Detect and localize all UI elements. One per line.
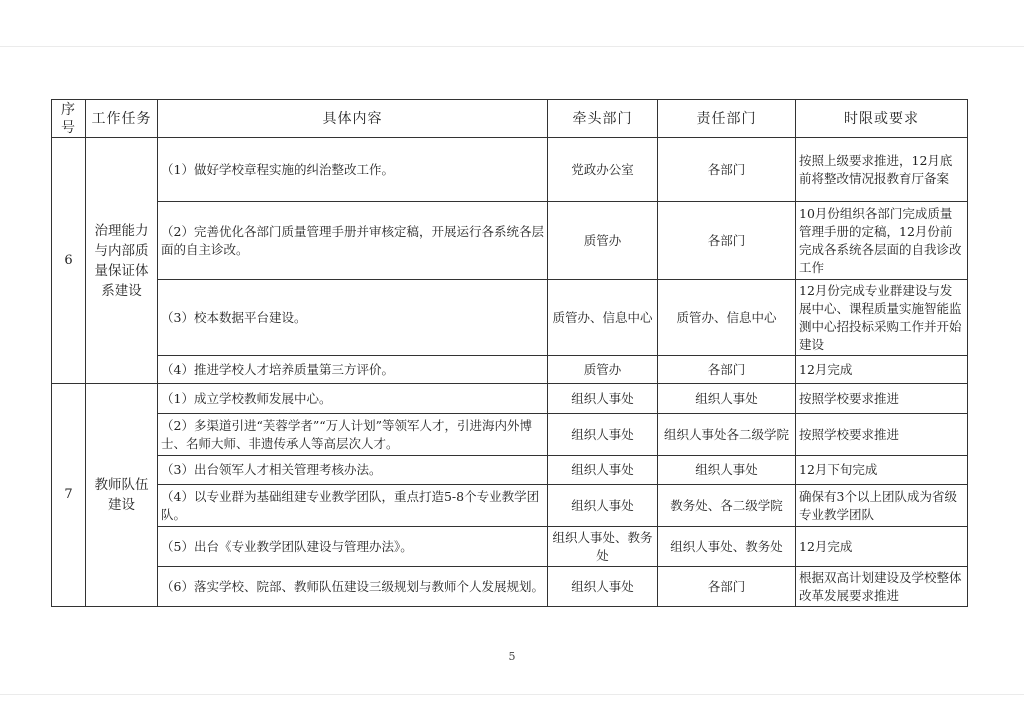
scan-bottom-rule <box>0 694 1024 695</box>
row-lead-dept: 质管办 <box>548 356 658 384</box>
row-deadline: 按照学校要求推进 <box>796 384 968 414</box>
row-content: （4）推进学校人才培养质量第三方评价。 <box>158 356 548 384</box>
row-content: （4）以专业群为基础组建专业教学团队，重点打造5-8个专业教学团队。 <box>158 485 548 527</box>
row-deadline: 按照上级要求推进，12月底前将整改情况报教育厅备案 <box>796 138 968 202</box>
row-lead-dept: 组织人事处 <box>548 567 658 607</box>
header-deadline: 时限或要求 <box>796 100 968 138</box>
page-number: 5 <box>508 650 516 663</box>
row-content: （6）落实学校、院部、教师队伍建设三级规划与教师个人发展规划。 <box>158 567 548 607</box>
row-content: （2）完善优化各部门质量管理手册并审核定稿，开展运行各系统各层面的自主诊改。 <box>158 202 548 280</box>
table-row <box>52 202 968 280</box>
row-responsible-dept: 组织人事处 <box>658 384 796 414</box>
row-lead-dept: 组织人事处 <box>548 456 658 485</box>
header-responsible-dept: 责任部门 <box>658 100 796 138</box>
row-lead-dept: 组织人事处、教务处 <box>548 527 658 567</box>
row-content: （1）做好学校章程实施的纠治整改工作。 <box>158 138 548 202</box>
work-plan-table <box>51 99 968 607</box>
header-number: 序号 <box>52 100 86 138</box>
row-responsible-dept: 质管办、信息中心 <box>658 280 796 356</box>
group-number: 6 <box>52 138 86 384</box>
row-content: （5）出台《专业教学团队建设与管理办法》。 <box>158 527 548 567</box>
row-deadline: 确保有3个以上团队成为省级专业教学团队 <box>796 485 968 527</box>
table-row <box>52 138 968 202</box>
row-responsible-dept: 教务处、各二级学院 <box>658 485 796 527</box>
row-responsible-dept: 各部门 <box>658 356 796 384</box>
table-row <box>52 456 968 485</box>
row-responsible-dept: 各部门 <box>658 567 796 607</box>
table-row <box>52 485 968 527</box>
group-number: 7 <box>52 384 86 607</box>
row-content: （2）多渠道引进“芙蓉学者”“万人计划”等领军人才，引进海内外博士、名师大师、非遗传承人等高层次人才。 <box>158 414 548 456</box>
row-content: （1）成立学校教师发展中心。 <box>158 384 548 414</box>
table-row <box>52 280 968 356</box>
table-row <box>52 414 968 456</box>
row-lead-dept: 组织人事处 <box>548 414 658 456</box>
row-responsible-dept: 各部门 <box>658 202 796 280</box>
table-row <box>52 567 968 607</box>
scan-top-rule <box>0 46 1024 47</box>
row-content: （3）出台领军人才相关管理考核办法。 <box>158 456 548 485</box>
group-task: 教师队伍建设 <box>86 384 158 607</box>
row-deadline: 12月完成 <box>796 527 968 567</box>
row-lead-dept: 组织人事处 <box>548 485 658 527</box>
header-content: 具体内容 <box>158 100 548 138</box>
row-responsible-dept: 组织人事处、教务处 <box>658 527 796 567</box>
row-deadline: 根据双高计划建设及学校整体改革发展要求推进 <box>796 567 968 607</box>
row-lead-dept: 质管办、信息中心 <box>548 280 658 356</box>
table-row <box>52 527 968 567</box>
row-deadline: 12月完成 <box>796 356 968 384</box>
table-row <box>52 384 968 414</box>
row-deadline: 12月份完成专业群建设与发展中心、课程质量实施智能监测中心招投标采购工作并开始建设 <box>796 280 968 356</box>
row-lead-dept: 质管办 <box>548 202 658 280</box>
row-deadline: 10月份组织各部门完成质量管理手册的定稿，12月份前完成各系统各层面的自我诊改工作 <box>796 202 968 280</box>
row-responsible-dept: 组织人事处各二级学院 <box>658 414 796 456</box>
group-task: 治理能力与内部质量保证体系建设 <box>86 138 158 384</box>
row-content: （3）校本数据平台建设。 <box>158 280 548 356</box>
header-lead-dept: 牵头部门 <box>548 100 658 138</box>
row-lead-dept: 党政办公室 <box>548 138 658 202</box>
row-lead-dept: 组织人事处 <box>548 384 658 414</box>
row-deadline: 按照学校要求推进 <box>796 414 968 456</box>
table-header-row <box>52 100 968 138</box>
table-row <box>52 356 968 384</box>
header-task: 工作任务 <box>86 100 158 138</box>
row-responsible-dept: 各部门 <box>658 138 796 202</box>
row-responsible-dept: 组织人事处 <box>658 456 796 485</box>
row-deadline: 12月下旬完成 <box>796 456 968 485</box>
